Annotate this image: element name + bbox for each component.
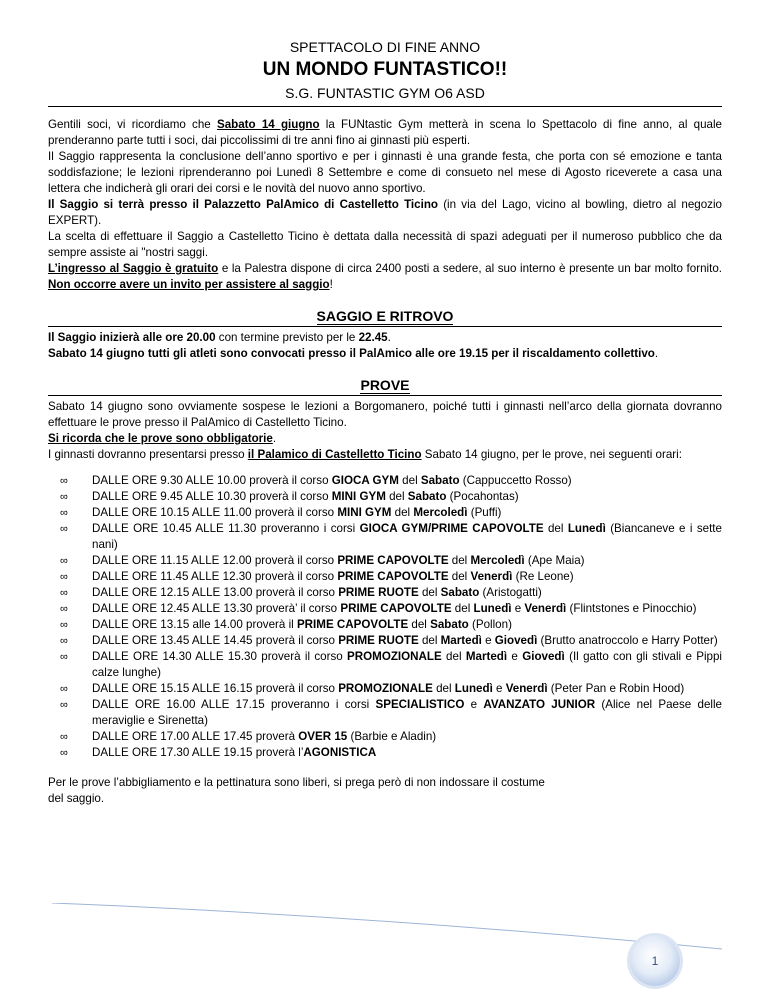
infinity-bullet-icon: ∞	[60, 555, 68, 567]
intro-paragraph-2: Il Saggio rappresenta la conclusione dell’anno sportivo e per i ginnasti è una grande festa, che porta con sé emozione e tanta soddisfazione; le lezioni riprenderanno poi Lunedì 8 Settembre e come di consueto nel mese di Agosto riceverete a casa una lettera che indicherà gli orari dei corsi e le novità del nuovo anno sportivo.	[48, 150, 722, 195]
punctuation: .	[387, 331, 391, 344]
infinity-bullet-icon: ∞	[60, 523, 68, 535]
schedule-text: del	[441, 650, 466, 663]
document-page	[48, 38, 722, 807]
schedule-highlight: Martedì	[440, 634, 482, 647]
infinity-bullet-icon: ∞	[60, 603, 68, 615]
schedule-text: del	[543, 522, 568, 535]
prove-text: Sabato 14 giugno, per le prove, nei seguenti orari:	[421, 448, 682, 461]
schedule-text: del	[448, 570, 471, 583]
infinity-bullet-icon: ∞	[60, 507, 68, 519]
schedule-highlight: Mercoledì	[470, 554, 525, 567]
infinity-bullet-icon: ∞	[60, 635, 68, 647]
schedule-item	[48, 505, 722, 521]
closing-line-1: Per le prove l’abbigliamento e la pettinatura sono liberi, si prega però di non indossare il costume	[48, 776, 545, 789]
infinity-bullet-icon: ∞	[60, 587, 68, 599]
schedule-text: DALLE ORE 12.15 ALLE 13.00 proverà il corso	[92, 586, 339, 599]
section-title-text: SAGGIO E RITROVO	[316, 308, 454, 324]
schedule-text: (Puffi)	[467, 506, 502, 519]
schedule-text: (Re Leone)	[512, 570, 574, 583]
schedule-text: del	[418, 586, 441, 599]
schedule-highlight: MINI GYM	[331, 490, 386, 503]
ritrovo-line-2	[48, 346, 722, 362]
schedule-text: e	[507, 650, 523, 663]
punctuation: !	[329, 278, 333, 291]
schedule-highlight: PRIME CAPOVOLTE	[337, 554, 449, 567]
prove-text: I ginnasti dovranno presentarsi presso	[48, 448, 248, 461]
schedule-text: DALLE ORE 9.45 ALLE 10.30 proverà il corso	[92, 490, 332, 503]
schedule-text: del	[432, 682, 455, 695]
schedule-item	[48, 473, 722, 489]
intro-text: Gentili soci, vi ricordiamo che	[48, 118, 217, 131]
schedule-highlight: Giovedì	[522, 650, 565, 663]
schedule-highlight: PRIME CAPOVOLTE	[340, 602, 452, 615]
intro-paragraph-5	[48, 261, 722, 293]
schedule-text: DALLE ORE 13.15 alle 14.00 proverà il	[92, 618, 297, 631]
schedule-text: (Il gatto con gli stivali e Pippi calze lunghe)	[92, 650, 723, 679]
infinity-bullet-icon: ∞	[60, 651, 68, 663]
schedule-highlight: GIOCA GYM	[331, 474, 399, 487]
schedule-highlight: Lunedì	[567, 522, 606, 535]
schedule-highlight: Sabato	[420, 474, 460, 487]
schedule-text: del	[451, 602, 474, 615]
schedule-highlight: PRIME RUOTE	[338, 634, 419, 647]
schedule-text: (Brutto anatroccolo e Harry Potter)	[537, 634, 718, 647]
infinity-bullet-icon: ∞	[60, 683, 68, 695]
schedule-item	[48, 697, 722, 729]
page-number-badge	[630, 936, 680, 986]
schedule-text: e	[481, 634, 495, 647]
schedule-highlight: Mercoledì	[413, 506, 468, 519]
schedule-highlight: GIOCA GYM/PRIME CAPOVOLTE	[359, 522, 544, 535]
start-time-text: Il Saggio inizierà alle ore 20.00	[48, 331, 216, 344]
club-name: S.G. FUNTASTIC GYM O6 ASD	[48, 84, 722, 107]
intro-section	[48, 117, 722, 293]
schedule-text: DALLE ORE 15.15 ALLE 16.15 proverà il corso	[92, 682, 339, 695]
intro-paragraph-4: La scelta di effettuare il Saggio a Castelletto Ticino è dettata dalla necessità di spazi adeguati per il numeroso pubblico che da sempre assiste ai "nostri saggi.	[48, 230, 722, 259]
event-date: Sabato 14 giugno	[216, 118, 320, 131]
convocation-text: Sabato 14 giugno tutti gli atleti sono convocati presso il PalAmico alle ore 19.15 per il riscaldamento collettivo	[48, 347, 655, 360]
schedule-item	[48, 553, 722, 569]
intro-paragraph-3	[48, 197, 722, 229]
end-time: 22.45	[358, 331, 388, 344]
schedule-highlight: AGONISTICA	[303, 746, 377, 759]
schedule-highlight: MINI GYM	[337, 506, 392, 519]
venue-directions: (in via del Lago, vicino al bowling, dietro al negozio EXPERT).	[48, 198, 722, 227]
infinity-bullet-icon: ∞	[60, 619, 68, 631]
prove-paragraph-1: Sabato 14 giugno sono ovviamente sospese le lezioni a Borgomanero, poiché tutti i ginnasti nell’arco della giornata dovranno effettuare le prove presso il PalAmico di Castelletto Ticino.	[48, 400, 722, 429]
schedule-text: del	[408, 618, 431, 631]
schedule-highlight: PROMOZIONALE	[338, 682, 433, 695]
punctuation: .	[272, 432, 277, 445]
schedule-item	[48, 569, 722, 585]
schedule-item	[48, 745, 722, 761]
infinity-bullet-icon: ∞	[60, 475, 68, 487]
schedule-text: DALLE ORE 9.30 ALLE 10.00 proverà il corso	[92, 474, 332, 487]
schedule-highlight: PRIME CAPOVOLTE	[296, 618, 409, 631]
closing-line-2: del saggio.	[48, 792, 105, 805]
schedule-text: DALLE ORE 17.30 ALLE 19.15 proverà l’	[92, 746, 304, 759]
schedule-text: del	[391, 506, 414, 519]
schedule-item	[48, 601, 722, 617]
free-entry-text: L’ingresso al Saggio è gratuito	[48, 262, 219, 275]
schedule-item	[48, 521, 722, 553]
schedule-highlight: Sabato	[440, 586, 480, 599]
section-title-text: PROVE	[360, 377, 410, 393]
schedule-highlight: PRIME CAPOVOLTE	[337, 570, 449, 583]
ritrovo-line-1	[48, 330, 722, 346]
schedule-highlight: Lunedì	[454, 682, 493, 695]
schedule-text: del	[385, 490, 408, 503]
schedule-highlight: Lunedì	[473, 602, 512, 615]
footer-decoration	[52, 903, 722, 953]
schedule-text: DALLE ORE 11.15 ALLE 12.00 proverà il corso	[92, 554, 338, 567]
schedule-text: DALLE ORE 16.00 ALLE 17.15 proveranno i corsi	[92, 698, 376, 711]
intro-text: la FUNtastic Gym metterà in scena lo Spettacolo di fine anno, al quale prenderanno parte tutti i soci, dai piccolissimi di tre anni fino ai ginnasti più esperti.	[48, 118, 722, 147]
schedule-highlight: AVANZATO JUNIOR	[483, 698, 596, 711]
schedule-text: (Alice nel Paese delle meraviglie e Sirenetta)	[92, 698, 723, 727]
schedule-highlight: Sabato	[407, 490, 447, 503]
schedule-text: (Barbie e Aladin)	[347, 730, 437, 743]
event-subtitle: SPETTACOLO DI FINE ANNO	[289, 39, 481, 55]
schedule-text: (Aristogatti)	[479, 586, 542, 599]
schedule-text: del	[418, 634, 441, 647]
end-time-label: con termine previsto per le	[215, 331, 359, 344]
infinity-bullet-icon: ∞	[60, 491, 68, 503]
prove-paragraph-2	[48, 431, 722, 447]
punctuation: .	[654, 347, 659, 360]
schedule-highlight: Martedì	[465, 650, 508, 663]
schedule-text: DALLE ORE 12.45 ALLE 13.30 proverà’ il corso	[92, 602, 341, 615]
schedule-text: (Ape Maia)	[524, 554, 585, 567]
schedule-highlight: Giovedì	[494, 634, 538, 647]
schedule-item	[48, 617, 722, 633]
schedule-item	[48, 585, 722, 601]
event-title: UN MONDO FUNTASTICO!!	[262, 59, 508, 80]
schedule-text: DALLE ORE 10.45 ALLE 11.30 proveranno i corsi	[92, 522, 360, 535]
schedule-highlight: SPECIALISTICO	[375, 698, 465, 711]
schedule-highlight: Sabato	[430, 618, 469, 631]
schedule-highlight: PROMOZIONALE	[347, 650, 442, 663]
schedule-list	[48, 473, 722, 761]
schedule-text: (Flintstones e Pinocchio)	[566, 602, 697, 615]
schedule-text: e	[511, 602, 525, 615]
section-title-prove	[48, 376, 722, 396]
schedule-text: del	[398, 474, 421, 487]
schedule-text: e	[464, 698, 484, 711]
intro-paragraph-1	[48, 117, 722, 149]
schedule-text: DALLE ORE 14.30 ALLE 15.30 proverà il corso	[92, 650, 348, 663]
prove-paragraph-3	[48, 447, 722, 463]
seating-text: e la Palestra dispone di circa 2400 posti a sedere, al suo interno è presente un bar molto fornito.	[218, 262, 722, 275]
section-title-ritrovo	[48, 307, 722, 327]
schedule-text: DALLE ORE 11.45 ALLE 12.30 proverà il corso	[92, 570, 338, 583]
schedule-item	[48, 633, 722, 649]
page-number: 1	[651, 954, 659, 968]
schedule-item	[48, 681, 722, 697]
schedule-highlight: Venerdì	[470, 570, 513, 583]
venue-link-text: il Palamico di Castelletto Ticino	[247, 448, 422, 461]
schedule-text: del	[448, 554, 471, 567]
infinity-bullet-icon: ∞	[60, 747, 68, 759]
schedule-text: DALLE ORE 13.45 ALLE 14.45 proverà il corso	[92, 634, 339, 647]
schedule-item	[48, 649, 722, 681]
closing-paragraph	[48, 775, 722, 807]
infinity-bullet-icon: ∞	[60, 731, 68, 743]
schedule-text: (Cappuccetto Rosso)	[459, 474, 572, 487]
schedule-item	[48, 489, 722, 505]
schedule-highlight: PRIME RUOTE	[338, 586, 419, 599]
schedule-highlight: Venerdì	[505, 682, 548, 695]
schedule-text: (Pollon)	[468, 618, 512, 631]
schedule-highlight: OVER 15	[298, 730, 348, 743]
venue-text: Il Saggio si terrà presso il Palazzetto PalAmico di Castelletto Ticino	[48, 198, 438, 211]
schedule-text: (Pocahontas)	[446, 490, 519, 503]
infinity-bullet-icon: ∞	[60, 571, 68, 583]
schedule-text: (Peter Pan e Robin Hood)	[547, 682, 685, 695]
mandatory-notice: Si ricorda che le prove sono obbligatorie	[48, 432, 273, 445]
schedule-text: DALLE ORE 10.15 ALLE 11.00 proverà il corso	[92, 506, 338, 519]
schedule-text: DALLE ORE 17.00 ALLE 17.45 proverà	[92, 730, 299, 743]
schedule-text: (Biancaneve e i sette nani)	[92, 522, 722, 551]
infinity-bullet-icon: ∞	[60, 699, 68, 711]
schedule-text: e	[492, 682, 506, 695]
schedule-highlight: Venerdì	[524, 602, 567, 615]
schedule-item	[48, 729, 722, 745]
no-invite-text: Non occorre avere un invito per assistere al saggio	[48, 278, 330, 291]
